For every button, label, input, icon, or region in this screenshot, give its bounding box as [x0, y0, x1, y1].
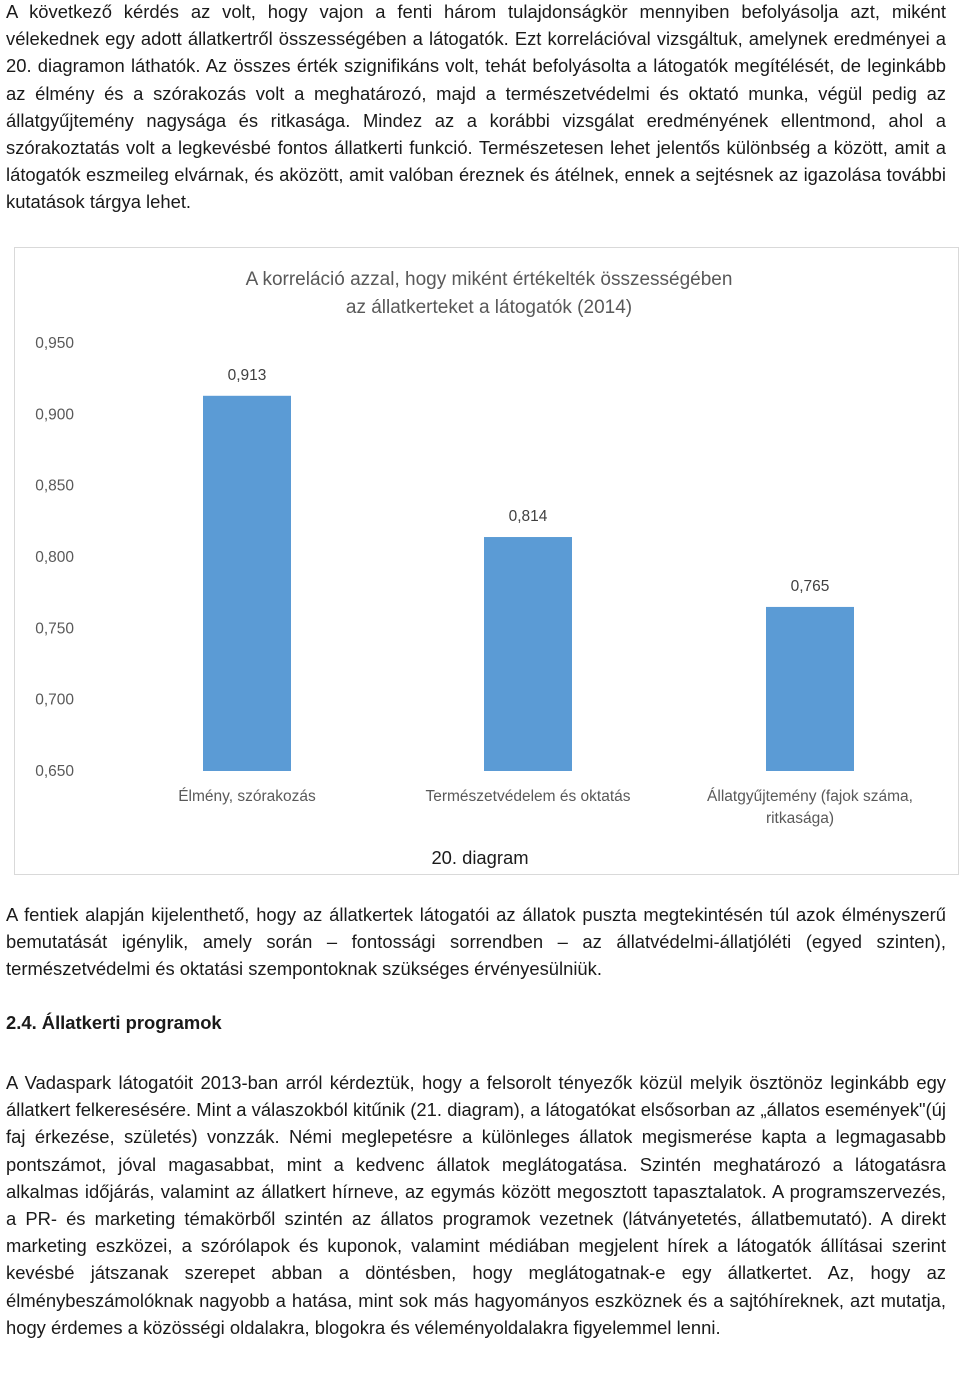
bar-1 — [203, 396, 291, 771]
intro-paragraph: A következő kérdés az volt, hogy vajon a fenti három tulajdonságkör mennyiben befolyásolja azt, miként vélekednek egy adott állatkertről összességében a látogatók. Ezt korrelációval vizsgáltuk, amelynek eredményei a 20. diagramon láthatók. Az összes érték szignifikáns volt, tehát befolyásolta a látogatók megítélését, de leginkább az élmény és a szórakozás volt a meghatározó, majd a természetvédelmi és oktató munka, végül pedig az állatgyűjtemény nagysága és ritkasága. Mindez az a korábbi vizsgálat eredményének ellentmond, ahol a szórakoztatás volt a legkevésbé fontos állatkerti funkció. Természetesen lehet jelentős különbség a között, amit a látogatók eszmeileg elvárnak, és aközött, amit valóban éreznek és átélnek, ennek a sejtésnek az igazolása további kutatások tárgya lehet. — [6, 1, 946, 213]
y-tick-label: 0,750 — [35, 620, 74, 638]
y-tick-label: 0,900 — [35, 406, 74, 424]
programs-paragraph: A Vadaspark látogatóit 2013-ban arról kérdeztük, hogy a felsorolt tényezők közül melyik ösztönöz leginkább egy állatkert felkeresésére. Mint a válaszokból kitűnik (21. diagram), a látogatókat elsősorban az „állatos események"(új faj érkezése, születés) vonzzák. Némi meglepetésre a különleges állatok megismerése kapta a legmagasabb pontszámot, jóval magasabbat, mint a kedvenc állatok meglátogatása. Szintén meghatározó a látogatásra alkalmas időjárás, valamint az állatkert hírneve, az egymás között megosztott tapasztalatok. A programszervezés, a PR- és marketing témakörből szintén az állatos programok vezetnek (látványetetés, állatbemutató). A direkt marketing eszközei, a szórólapok és kuponok, valamint médiában megjelent hírek a látogatók állításai szerint kevésbé játszanak szerepet abban a döntésben, hogy meglátogatnak-e egy állatkertet. Az, hogy az élménybeszámolóknak nagyobb a hatása, mint sok más hagyományos eszköznek és a sajtóhíreknek, azt mutatja, hogy érdemes a közösségi oldalakra, blogokra és véleményoldalakra figyelemmel lenni. — [6, 1072, 946, 1338]
category-label: ritkasága) — [765, 810, 834, 827]
correlation-bar-chart — [15, 248, 960, 876]
y-tick-label: 0,650 — [35, 763, 74, 780]
category-label: Élmény, szórakozás — [178, 788, 316, 805]
chart-title-line1: A korreláció azzal, hogy miként értékelték összességében — [245, 269, 733, 290]
category-label: Állatgyűjtemény (fajok száma, — [707, 788, 913, 805]
y-tick-label: 0,700 — [35, 691, 74, 709]
chart-container — [14, 247, 959, 875]
bar-value-label: 0,814 — [508, 508, 548, 526]
y-tick-label: 0,950 — [35, 335, 74, 352]
bar-value-label: 0,765 — [790, 577, 830, 595]
chart-title-line2: az állatkerteket a látogatók (2014) — [345, 297, 633, 318]
bar-3 — [766, 607, 854, 771]
section-heading: 2.4. Állatkerti programok — [6, 1012, 222, 1033]
category-label: Természetvédelem és oktatás — [425, 788, 631, 805]
chart-caption: 20. diagram — [431, 847, 529, 868]
bar-value-label: 0,913 — [227, 366, 267, 384]
y-tick-label: 0,850 — [35, 477, 74, 495]
conclusion-paragraph: A fentiek alapján kijelenthető, hogy az állatkertek látogatói az állatok puszta megtekintésén túl azok élményszerű bemutatását igénylik, amely során – fontossági sorrendben – az állatvédelmi-állatjóléti (egyed szinten), természetvédelmi és oktatási szempontoknak szükséges érvényesülniük. — [6, 904, 946, 980]
bar-2 — [484, 537, 572, 771]
y-tick-label: 0,800 — [35, 549, 74, 566]
